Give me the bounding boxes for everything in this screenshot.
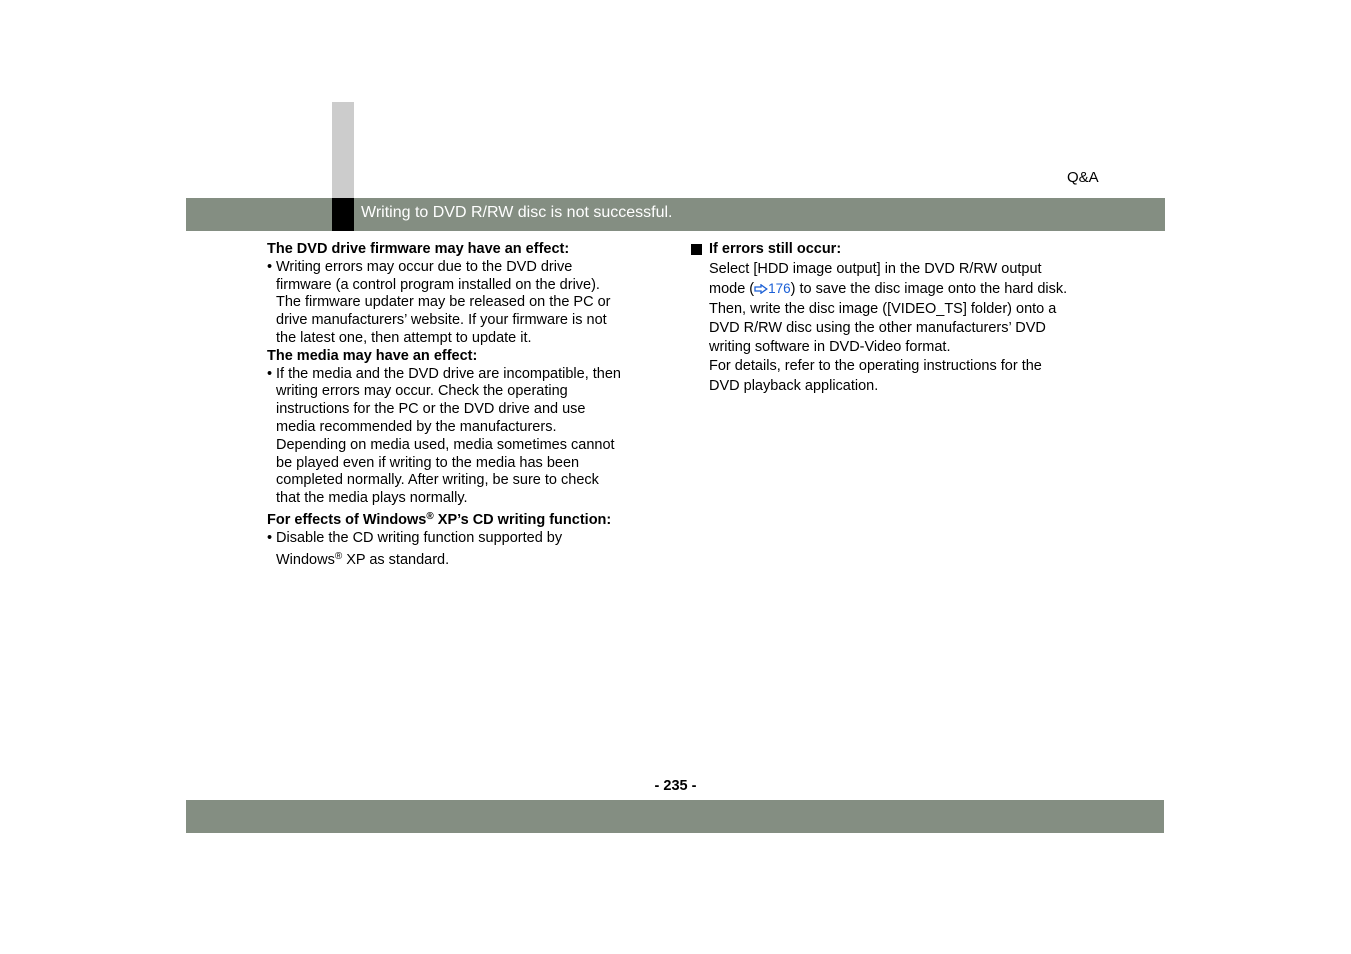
media-line: that the media plays normally. [276,490,468,507]
bullet-mark: • [267,365,273,382]
body-line: For details, refer to the operating instructions for the [709,358,1042,375]
left-column [267,241,667,569]
windows-bullet [267,530,667,570]
title-bar [186,198,1165,231]
body-line: DVD R/RW disc using the other manufacturers’ DVD [709,319,1046,336]
registered-mark: ® [334,550,343,562]
firmware-line: the latest one, then attempt to update it. [276,329,532,346]
square-bullet-icon [691,244,702,255]
firmware-line: Writing errors may occur due to the DVD drive [276,258,573,275]
right-column [691,241,1111,396]
firmware-line: The firmware updater may be released on the PC or [276,294,611,311]
header-grey-strip [332,102,354,198]
media-heading: The media may have an effect: [267,347,478,364]
media-line: instructions for the PC or the DVD drive and use [276,401,586,418]
windows-line: Disable the CD writing function supported by [276,529,563,546]
section-label: Q&A [1067,169,1099,186]
body-line: DVD playback application. [709,377,879,394]
media-bullet [267,366,667,508]
page-reference-link[interactable] [754,281,791,296]
media-line: completed normally. After writing, be sure to check [276,472,599,489]
errors-heading [691,241,1111,258]
arrow-right-icon [754,284,768,294]
windows-line-pre: Windows [276,551,335,568]
windows-line [276,552,667,570]
body-line [709,279,1111,299]
errors-heading-text: If errors still occur: [709,241,842,257]
registered-mark: ® [426,510,434,522]
firmware-heading: The DVD drive firmware may have an effect: [267,241,570,257]
title-marker-block [332,198,354,231]
line-pre: mode ( [709,281,755,298]
bullet-mark: • [267,258,273,275]
footer-bar [186,800,1164,833]
media-line: be played even if writing to the media has been [276,454,580,471]
page-title: Writing to DVD R/RW disc is not successful. [361,204,673,221]
line-post: ) to save the disc image onto the hard disk. [790,281,1068,298]
errors-body [691,260,1111,396]
windows-heading-pre: For effects of Windows [267,511,427,528]
windows-heading-post: XP’s CD writing function: [433,511,612,528]
media-line: If the media and the DVD drive are incompatible, then [276,365,621,382]
windows-line-post: XP as standard. [342,551,450,568]
media-line: Depending on media used, media sometimes cannot [276,436,615,453]
firmware-bullet [267,259,667,348]
body-line: Select [HDD image output] in the DVD R/RW output [709,261,1042,277]
firmware-line: firmware (a control program installed on the drive). [276,276,600,293]
page-number: - 235 - [654,778,697,794]
windows-heading [267,512,667,530]
media-line: writing errors may occur. Check the operating [276,383,568,400]
body-line: writing software in DVD-Video format. [709,339,951,356]
bullet-mark: • [267,529,273,546]
media-line: media recommended by the manufacturers. [276,418,557,435]
firmware-line: drive manufacturers’ website. If your firmware is not [276,312,607,329]
link-page-number: 176 [768,281,791,297]
body-line: Then, write the disc image ([VIDEO_TS] folder) onto a [709,300,1057,317]
